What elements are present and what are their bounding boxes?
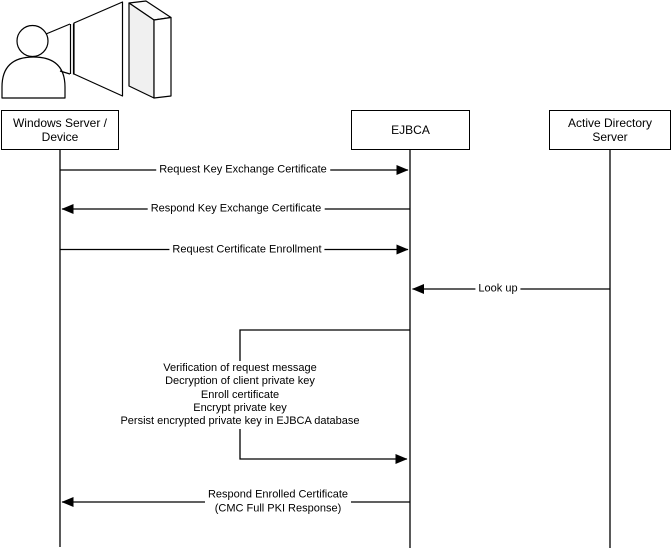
actor-label-line: Device: [41, 130, 79, 144]
actor-label-line: EJBCA: [391, 123, 430, 137]
actor-box-windows-server-device: [1, 110, 119, 150]
message-label-respond-enrolled-certificate: [205, 489, 351, 516]
megaphone-cone: [74, 2, 123, 96]
self-message-steps: [116, 361, 363, 429]
board-front-face: [154, 18, 171, 99]
actor-label-line: Server: [592, 130, 628, 144]
user-megaphone-announcement-icon: [2, 1, 171, 98]
self-message-step: Verification of request message: [163, 362, 317, 374]
message-label-line-2: (CMC Full PKI Response): [214, 502, 342, 514]
board-left-face: [129, 3, 154, 98]
message-label-request-certificate-enrollment: Request Certificate Enrollment: [169, 243, 324, 257]
message-label-look-up: Look up: [475, 282, 520, 296]
self-message-step: Persist encrypted private key in EJBCA database: [120, 415, 360, 428]
actor-box-active-directory-server: [549, 110, 671, 150]
message-label-respond-key-exchange-certificate: Respond Key Exchange Certificate: [148, 202, 325, 216]
actor-box-ejbca: [351, 110, 470, 150]
megaphone-mouth-top: [46, 24, 70, 34]
person-head: [17, 26, 48, 57]
message-label-line-1: Respond Enrolled Certificate: [207, 488, 349, 501]
actor-label-line: Windows Server /: [12, 116, 108, 130]
person-body: [2, 57, 65, 98]
actor-label-line: Active Directory: [567, 116, 653, 130]
message-label-request-key-exchange-certificate: Request Key Exchange Certificate: [156, 163, 330, 177]
self-message-step: Decryption of client private key: [165, 375, 315, 388]
self-message-step: Enroll certificate: [200, 388, 280, 401]
self-message-step: Encrypt private key: [193, 401, 287, 414]
